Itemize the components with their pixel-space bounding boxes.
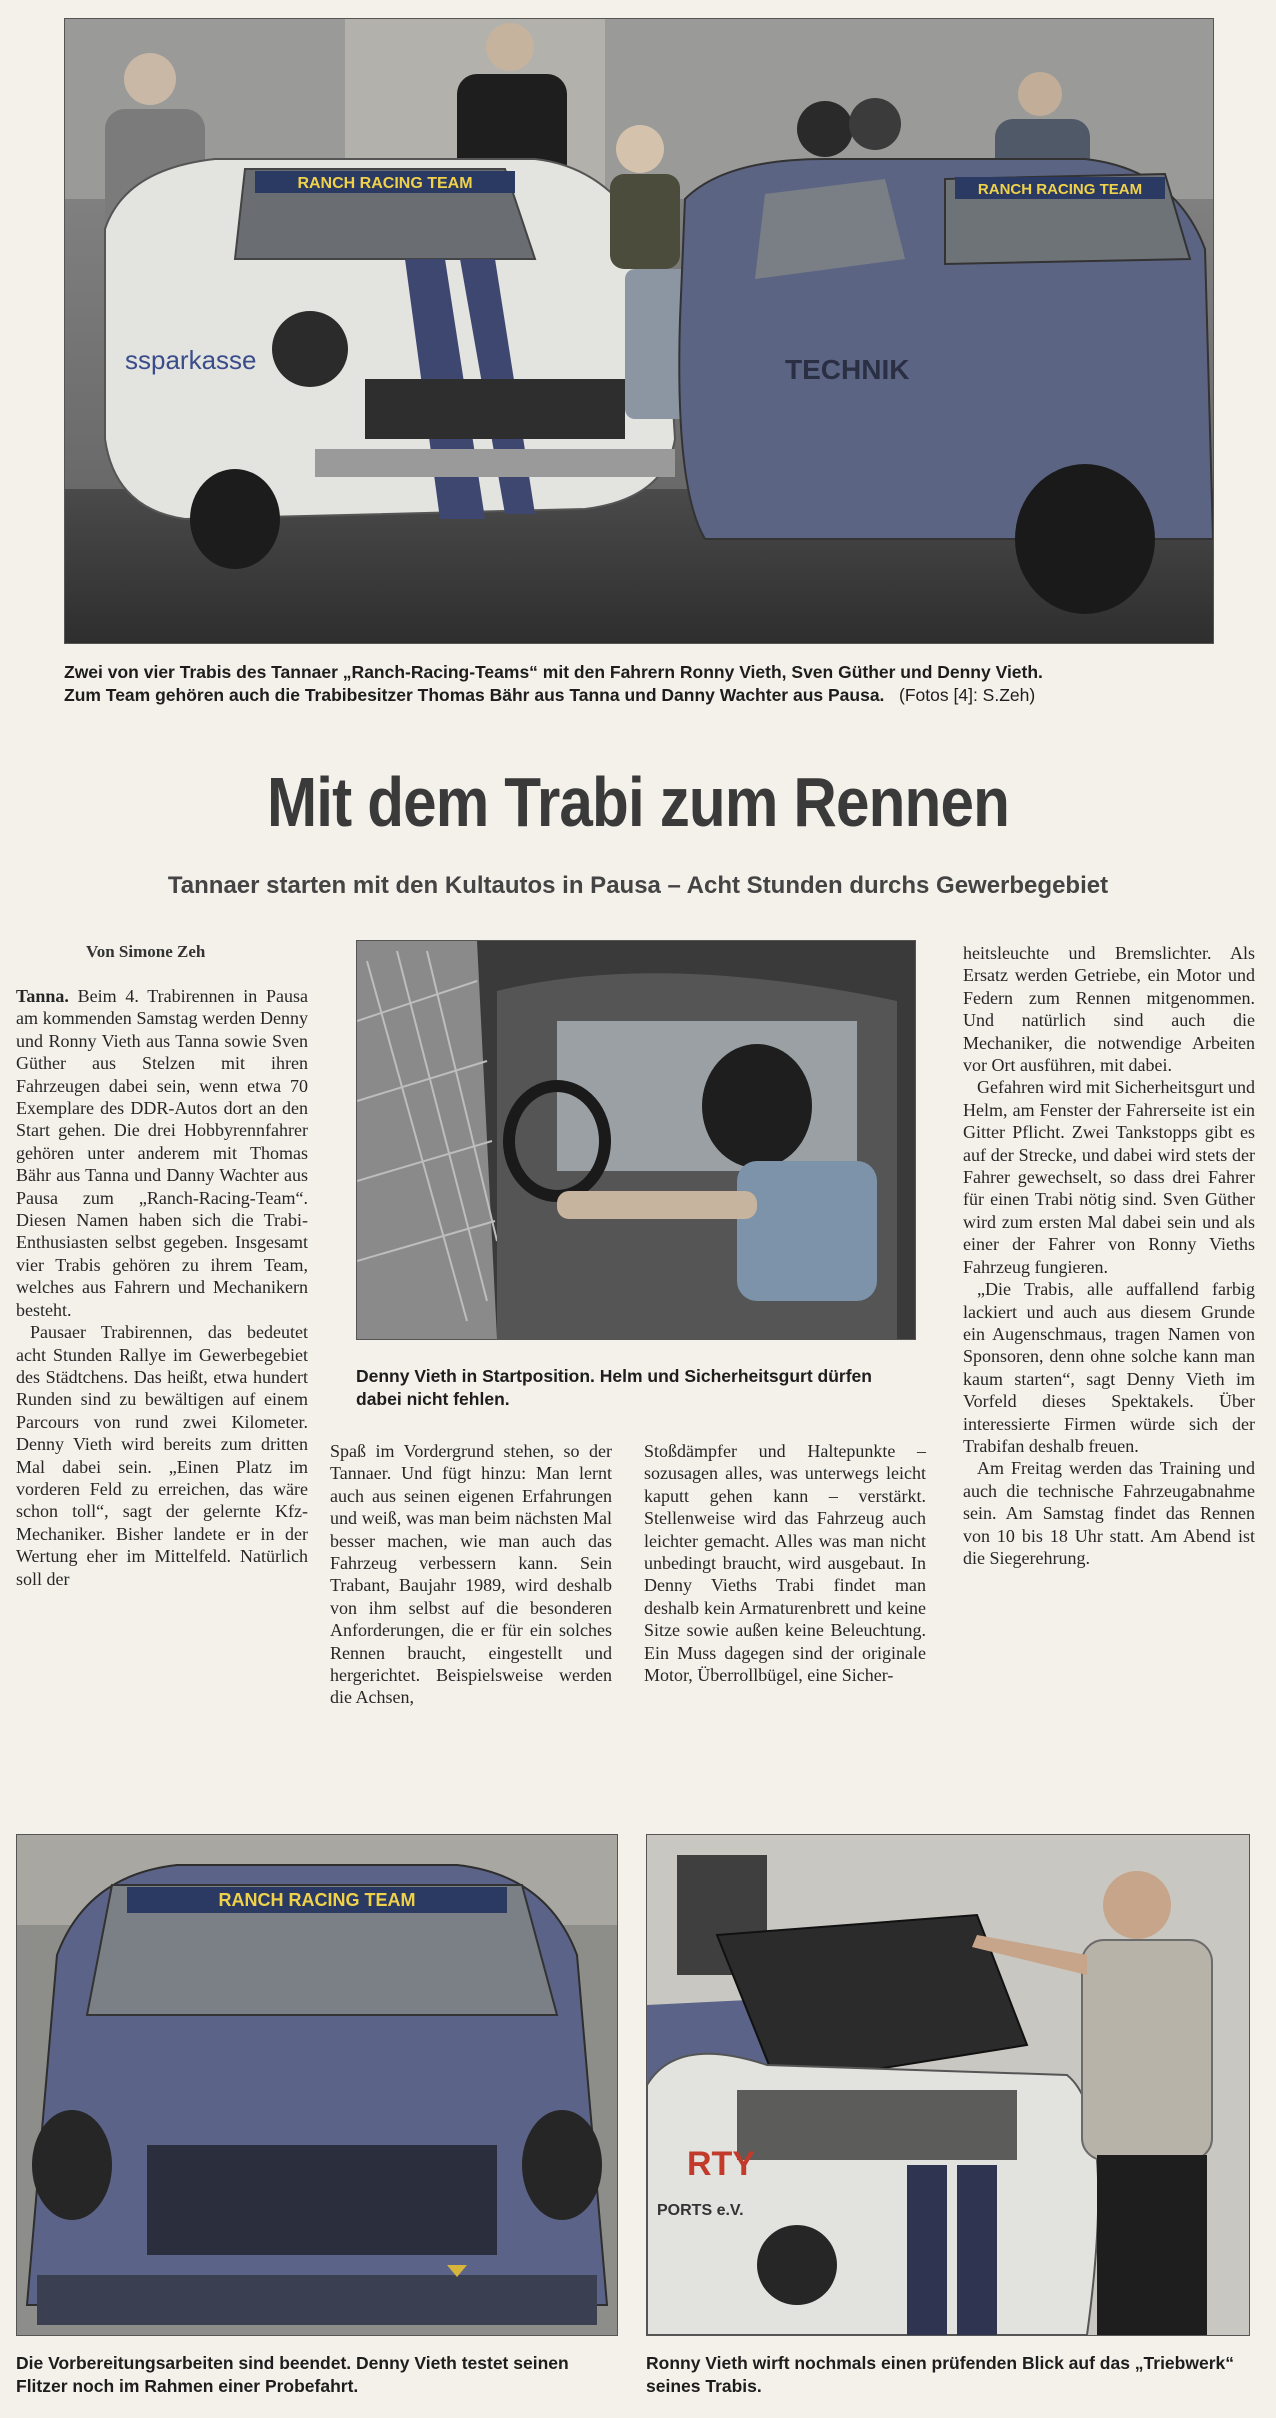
windshield-banner-text-2: RANCH RACING TEAM (977, 181, 1143, 198)
door-sponsor-text-2: TECHNIK (785, 354, 910, 385)
hood-sponsor-text: RTY (687, 2145, 755, 2183)
driver-photo-caption: Denny Vieth in Startposition. Helm und Sicherheitsgurt dürfen dabei nicht fehlen. (356, 1366, 872, 1409)
top-caption-line2: Zum Team gehören auch die Trabibesitzer Thomas Bähr aus Tanna und Danny Wachter aus Pausa. (64, 685, 885, 705)
photo-engine-check (646, 1834, 1250, 2336)
test-drive-caption: Die Vorbereitungsarbeiten sind beendet. Denny Vieth testet seinen Flitzer noch im Rahmen einer Probefahrt. (16, 2353, 569, 2396)
driver-shirt (737, 1161, 877, 1301)
dateline: Tanna. (16, 986, 69, 1006)
headline: Mit dem Trabi zum Rennen (267, 763, 1009, 841)
photo-driver (356, 940, 916, 1340)
top-caption-line2-wrap (64, 684, 1212, 707)
col4-paragraph-3: „Die Trabis, alle auffallend farbig lackiert und auch aus diesem Grunde ein Augenschmaus, tragen Namen von Sponsoren, denn ohne solche kann man kaum starten“, sagt Denny Vieth im Vorfeld dieses Spektakels. Über interessierte Firmen würde sich der Trabifan deshalb freuen. (963, 1279, 1255, 1456)
top-caption-line1: Zwei von vier Trabis des Tannaer „Ranch-Racing-Teams“ mit den Fahrern Ronny Vieth, Sven Güther und Denny Vieth. (64, 662, 1043, 682)
col1-paragraph-1 (16, 985, 308, 1321)
col4-paragraph-4: Am Freitag werden das Training und auch die technische Fahrzeugabnahme sein. Am Samstag findet das Rennen von 10 bis 18 Uhr statt. Am Abend ist die Siegerehrung. (963, 1458, 1255, 1568)
engine-check-illustration (647, 1835, 1249, 2335)
col2-text: Spaß im Vordergrund stehen, so der Tannaer. Und fügt hinzu: Man lernt auch aus seinen eigenen Erfahrungen und weiß, was man beim nächsten Mal besser machen, wie man auch das Fahrzeug verbessern kann. Sein Trabant, Baujahr 1989, wird deshalb von ihm selbst auf die besonderen Anforderungen, die er für ein solches Rennen braucht, eingestellt und hergerichtet. Beispielsweise werden die Achsen, (330, 1441, 612, 1708)
white-trabi (105, 159, 675, 569)
driver-helmet (702, 1044, 812, 1168)
blue-trabi (679, 98, 1213, 614)
article-column-1 (16, 985, 308, 1590)
article-column-2 (330, 1440, 612, 1709)
engine-check-caption: Ronny Vieth wirft nochmals einen prüfenden Blick auf das „Triebwerk“ seines Trabis. (646, 2353, 1234, 2396)
photo-credit: (Fotos [4]: S.Zeh) (899, 685, 1036, 705)
col4-paragraph-1: heitsleuchte und Bremslichter. Als Ersatz werden Getriebe, ein Motor und Federn zum Rennen mitgenommen. Und natürlich sind auch die Mechaniker, die notwendige Arbeiten vor Ort ausführen, mit dabei. (963, 943, 1255, 1076)
col1-paragraph-2: Pausaer Trabirennen, das bedeutet acht Stunden Rallye im Gewerbegebiet des Städtchens. Das heißt, etwa hundert Runden sind zu bewältigen auf einem Parcours von rund zwei Kilometer. Denny Vieth wird bereits zum dritten Mal dabei sein. „Einen Platz im vorderen Feld zu erreichen, das wäre schon toll“, sagt der gelernte Kfz-Mechaniker. Bisher landete er in der Wertung eher im Mittelfeld. Natürlich soll der (16, 1322, 308, 1589)
article-column-3 (644, 1440, 926, 1686)
photo-test-drive (16, 1834, 618, 2336)
test-drive-illustration (17, 1835, 617, 2335)
sponsor-plate-text: PORTS e.V. (657, 2202, 744, 2219)
article-column-4 (963, 942, 1255, 1569)
driver-illustration (357, 941, 915, 1339)
top-photo-caption (64, 661, 1212, 707)
byline: Von Simone Zeh (86, 942, 206, 961)
door-sponsor-text: ssparkasse (125, 345, 257, 375)
windshield-banner-text: RANCH RACING TEAM (297, 175, 473, 192)
col3-text: Stoßdämpfer und Haltepunkte – sozusagen alles, was unterwegs leicht kaputt gehen kann – verstärkt. Stellenweise wird das Fahrzeug auch leichter gemacht. Alles was man nicht unbedingt braucht, wird ausgebaut. In Denny Vieths Trabi findet man deshalb kein Armaturenbrett und keine Sitze sowie außen keine Beleuchtung. Ein Muss dagegen sind der originale Motor, Überrollbügel, eine Sicher- (644, 1441, 926, 1686)
col4-paragraph-2: Gefahren wird mit Sicherheitsgurt und Helm, am Fenster der Fahrerseite ist ein Gitter Pflicht. Zwei Tankstopps gibt es auf der Strecke, und dabei wird stets der Fahrer gewechselt, so dass drei Fahrer für einen Trabi nötig sind. Sven Güther wird zum ersten Mal dabei sein und als einer der Fahrer von Ronny Vieths Fahrzeug fungieren. (963, 1077, 1255, 1277)
team-trabis-illustration (65, 19, 1213, 643)
photo-team-trabis (64, 18, 1214, 644)
col1-p1-text: Beim 4. Trabirennen in Pausa am kommenden Samstag werden Denny und Ronny Vieth aus Tanna sowie Sven Güther aus Stelzen mit ihren Fahrzeugen dabei sein, wenn etwa 70 Exemplare des DDR-Autos dort an den Start gehen. Die drei Hobbyrennfahrer gehören unter anderem mit Thomas Bähr aus Tanna und Danny Wachter aus Pausa zum „Ranch-Racing-Team“. Diesen Namen haben sich die Trabi-Enthusiasten selbst gegeben. Insgesamt vier Trabis gehören zu ihrem Team, welches aus Fahrern und Mechanikern besteht. (16, 986, 308, 1320)
windshield-banner-text-3: RANCH RACING TEAM (218, 1890, 416, 1910)
subheadline: Tannaer starten mit den Kultautos in Pausa – Acht Stunden durchs Gewerbegebiet (167, 872, 1109, 899)
